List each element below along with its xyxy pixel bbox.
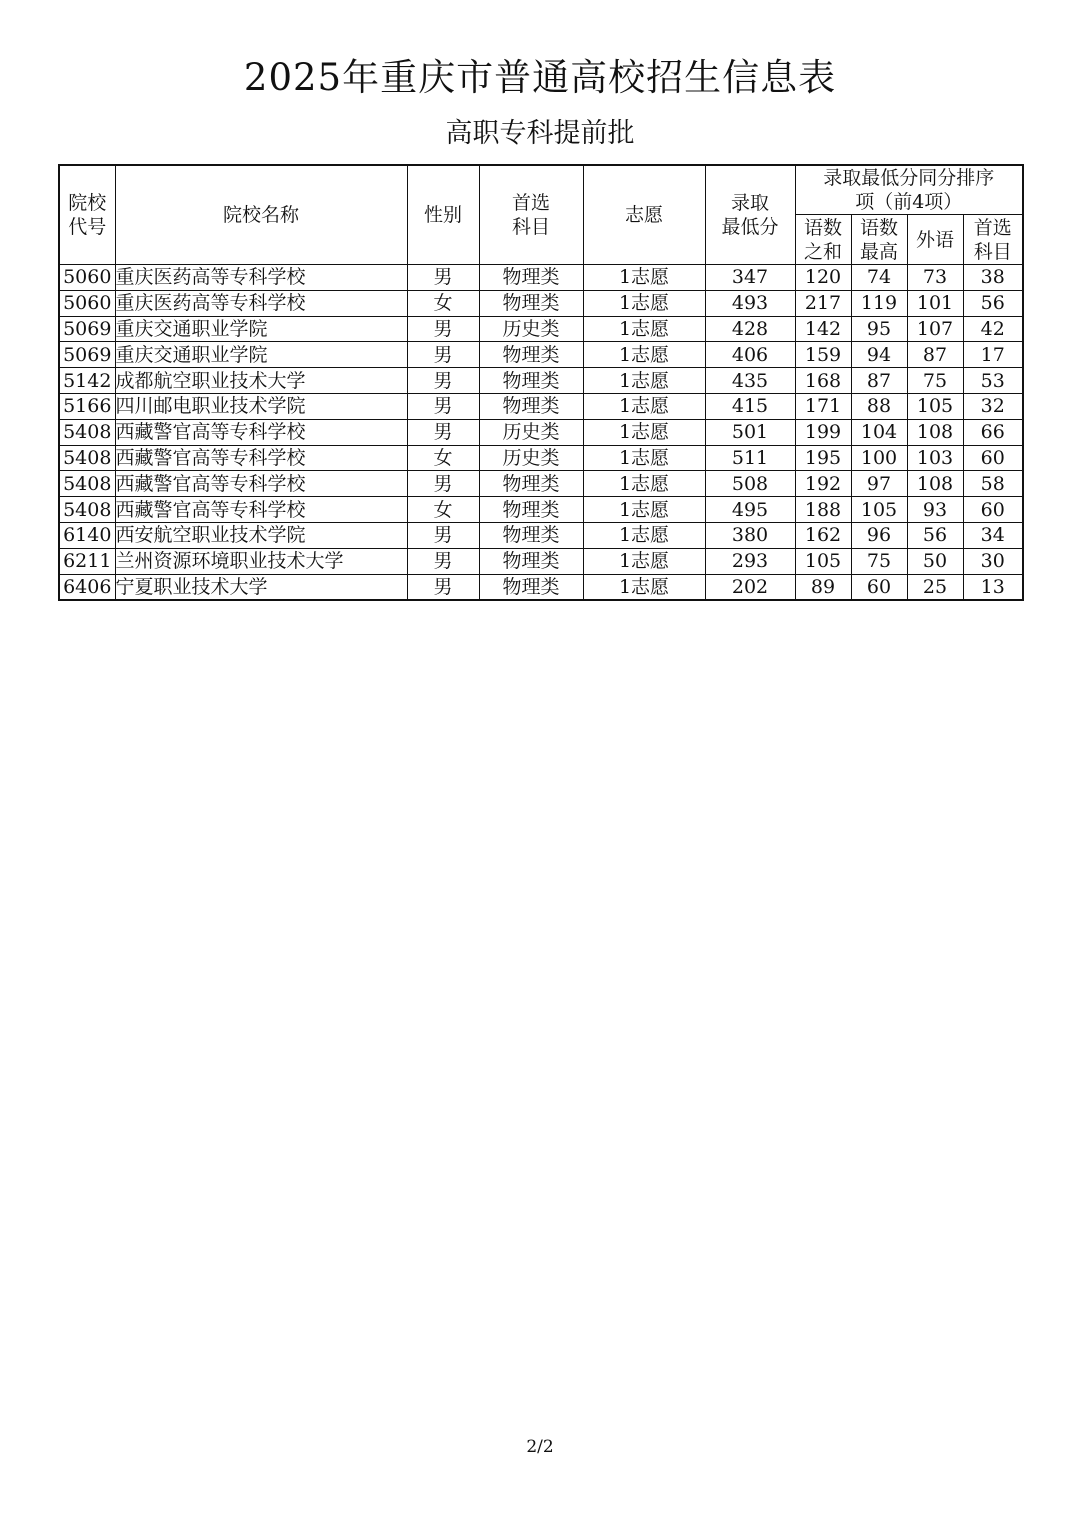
cell-gender: 女: [407, 445, 479, 471]
cell-tb-max: 88: [851, 393, 907, 419]
cell-gender: 女: [407, 290, 479, 316]
header-code: 院校 代号: [59, 165, 115, 265]
table-row: [59, 548, 1023, 574]
cell-subject: 物理类: [479, 342, 583, 368]
cell-tb-max: 119: [851, 290, 907, 316]
admission-table: [58, 164, 1024, 601]
cell-min-score: 511: [705, 445, 795, 471]
cell-choice: 1志愿: [583, 548, 705, 574]
cell-tb-foreign: 107: [907, 316, 963, 342]
header-tb-subject: 首选 科目: [963, 215, 1023, 265]
cell-tb-sum: 188: [795, 497, 851, 523]
cell-tb-subject: 60: [963, 497, 1023, 523]
cell-name: 西安航空职业技术学院: [115, 522, 407, 548]
cell-name: 西藏警官高等专科学校: [115, 445, 407, 471]
cell-gender: 男: [407, 548, 479, 574]
cell-tb-max: 87: [851, 368, 907, 394]
cell-min-score: 380: [705, 522, 795, 548]
cell-tb-max: 74: [851, 265, 907, 291]
cell-gender: 女: [407, 497, 479, 523]
table-row: [59, 393, 1023, 419]
header-tiebreak-group: 录取最低分同分排序 项（前4项）: [795, 165, 1023, 215]
cell-min-score: 293: [705, 548, 795, 574]
cell-choice: 1志愿: [583, 393, 705, 419]
cell-gender: 男: [407, 471, 479, 497]
cell-choice: 1志愿: [583, 368, 705, 394]
cell-tb-sum: 171: [795, 393, 851, 419]
cell-subject: 物理类: [479, 548, 583, 574]
header-choice: 志愿: [583, 165, 705, 265]
cell-tb-subject: 32: [963, 393, 1023, 419]
cell-code: 5060: [59, 265, 115, 291]
cell-choice: 1志愿: [583, 316, 705, 342]
cell-code: 6140: [59, 522, 115, 548]
table-row: [59, 290, 1023, 316]
cell-name: 成都航空职业技术大学: [115, 368, 407, 394]
header-subject: 首选 科目: [479, 165, 583, 265]
cell-tb-sum: 195: [795, 445, 851, 471]
cell-name: 四川邮电职业技术学院: [115, 393, 407, 419]
cell-subject: 物理类: [479, 368, 583, 394]
cell-gender: 男: [407, 522, 479, 548]
cell-tb-subject: 38: [963, 265, 1023, 291]
cell-code: 6406: [59, 574, 115, 600]
cell-name: 西藏警官高等专科学校: [115, 471, 407, 497]
cell-code: 6211: [59, 548, 115, 574]
table-row: [59, 316, 1023, 342]
table-row: [59, 497, 1023, 523]
cell-tb-sum: 159: [795, 342, 851, 368]
cell-name: 重庆交通职业学院: [115, 342, 407, 368]
table-row: [59, 522, 1023, 548]
cell-tb-foreign: 105: [907, 393, 963, 419]
cell-tb-foreign: 75: [907, 368, 963, 394]
cell-code: 5166: [59, 393, 115, 419]
cell-tb-max: 96: [851, 522, 907, 548]
cell-tb-subject: 58: [963, 471, 1023, 497]
cell-tb-foreign: 108: [907, 471, 963, 497]
cell-name: 重庆交通职业学院: [115, 316, 407, 342]
cell-min-score: 415: [705, 393, 795, 419]
cell-subject: 物理类: [479, 522, 583, 548]
cell-gender: 男: [407, 342, 479, 368]
cell-tb-subject: 42: [963, 316, 1023, 342]
cell-tb-sum: 105: [795, 548, 851, 574]
table-row: [59, 445, 1023, 471]
header-tb-max: 语数 最高: [851, 215, 907, 265]
cell-subject: 物理类: [479, 393, 583, 419]
cell-tb-sum: 142: [795, 316, 851, 342]
cell-name: 兰州资源环境职业技术大学: [115, 548, 407, 574]
cell-code: 5408: [59, 419, 115, 445]
cell-code: 5408: [59, 497, 115, 523]
cell-gender: 男: [407, 265, 479, 291]
cell-tb-foreign: 73: [907, 265, 963, 291]
cell-name: 西藏警官高等专科学校: [115, 419, 407, 445]
cell-tb-sum: 192: [795, 471, 851, 497]
cell-tb-foreign: 101: [907, 290, 963, 316]
cell-tb-max: 94: [851, 342, 907, 368]
cell-tb-subject: 30: [963, 548, 1023, 574]
cell-tb-subject: 66: [963, 419, 1023, 445]
cell-tb-max: 60: [851, 574, 907, 600]
cell-choice: 1志愿: [583, 574, 705, 600]
cell-name: 重庆医药高等专科学校: [115, 265, 407, 291]
table-row: [59, 342, 1023, 368]
header-gender: 性别: [407, 165, 479, 265]
cell-name: 西藏警官高等专科学校: [115, 497, 407, 523]
cell-tb-max: 105: [851, 497, 907, 523]
cell-tb-foreign: 103: [907, 445, 963, 471]
cell-min-score: 347: [705, 265, 795, 291]
cell-tb-subject: 56: [963, 290, 1023, 316]
cell-gender: 男: [407, 316, 479, 342]
cell-tb-sum: 120: [795, 265, 851, 291]
cell-code: 5060: [59, 290, 115, 316]
cell-tb-sum: 168: [795, 368, 851, 394]
cell-gender: 男: [407, 393, 479, 419]
cell-gender: 男: [407, 574, 479, 600]
header-tb-sum: 语数 之和: [795, 215, 851, 265]
cell-min-score: 406: [705, 342, 795, 368]
page-number: 2/2: [526, 1437, 554, 1457]
cell-code: 5408: [59, 445, 115, 471]
cell-name: 重庆医药高等专科学校: [115, 290, 407, 316]
cell-tb-foreign: 56: [907, 522, 963, 548]
cell-tb-sum: 89: [795, 574, 851, 600]
cell-subject: 物理类: [479, 574, 583, 600]
cell-code: 5142: [59, 368, 115, 394]
table-row: [59, 471, 1023, 497]
cell-code: 5408: [59, 471, 115, 497]
cell-tb-subject: 53: [963, 368, 1023, 394]
cell-subject: 历史类: [479, 316, 583, 342]
table-row: [59, 419, 1023, 445]
cell-subject: 物理类: [479, 265, 583, 291]
cell-tb-foreign: 25: [907, 574, 963, 600]
cell-subject: 物理类: [479, 497, 583, 523]
cell-tb-sum: 217: [795, 290, 851, 316]
cell-tb-foreign: 87: [907, 342, 963, 368]
cell-min-score: 202: [705, 574, 795, 600]
cell-tb-subject: 17: [963, 342, 1023, 368]
cell-gender: 男: [407, 368, 479, 394]
cell-subject: 历史类: [479, 445, 583, 471]
cell-choice: 1志愿: [583, 342, 705, 368]
cell-min-score: 428: [705, 316, 795, 342]
cell-choice: 1志愿: [583, 471, 705, 497]
cell-choice: 1志愿: [583, 419, 705, 445]
cell-choice: 1志愿: [583, 290, 705, 316]
cell-choice: 1志愿: [583, 445, 705, 471]
document-subtitle: 高职专科提前批: [445, 118, 635, 149]
cell-tb-foreign: 108: [907, 419, 963, 445]
cell-tb-max: 100: [851, 445, 907, 471]
cell-code: 5069: [59, 316, 115, 342]
cell-tb-sum: 162: [795, 522, 851, 548]
cell-min-score: 435: [705, 368, 795, 394]
cell-min-score: 493: [705, 290, 795, 316]
cell-tb-max: 75: [851, 548, 907, 574]
cell-tb-foreign: 93: [907, 497, 963, 523]
cell-tb-subject: 60: [963, 445, 1023, 471]
table-row: [59, 265, 1023, 291]
cell-tb-foreign: 50: [907, 548, 963, 574]
document-title: 2025年重庆市普通高校招生信息表: [243, 56, 837, 99]
header-min-score: 录取 最低分: [705, 165, 795, 265]
cell-subject: 物理类: [479, 290, 583, 316]
cell-min-score: 495: [705, 497, 795, 523]
cell-code: 5069: [59, 342, 115, 368]
header-tb-foreign: 外语: [907, 215, 963, 265]
cell-tb-subject: 13: [963, 574, 1023, 600]
cell-choice: 1志愿: [583, 522, 705, 548]
cell-tb-max: 95: [851, 316, 907, 342]
cell-gender: 男: [407, 419, 479, 445]
cell-tb-max: 97: [851, 471, 907, 497]
cell-subject: 历史类: [479, 419, 583, 445]
cell-name: 宁夏职业技术大学: [115, 574, 407, 600]
cell-subject: 物理类: [479, 471, 583, 497]
table-row: [59, 574, 1023, 600]
cell-tb-sum: 199: [795, 419, 851, 445]
cell-tb-max: 104: [851, 419, 907, 445]
cell-min-score: 501: [705, 419, 795, 445]
table-row: [59, 368, 1023, 394]
cell-choice: 1志愿: [583, 497, 705, 523]
header-name: 院校名称: [115, 165, 407, 265]
cell-choice: 1志愿: [583, 265, 705, 291]
cell-min-score: 508: [705, 471, 795, 497]
cell-tb-subject: 34: [963, 522, 1023, 548]
